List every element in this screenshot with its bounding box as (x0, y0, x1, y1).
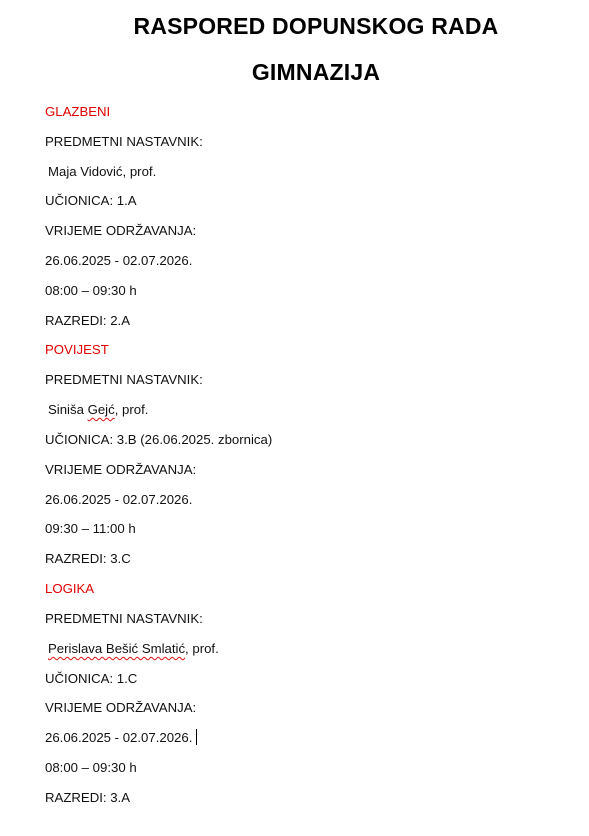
date-range: 26.06.2025 - 02.07.2026. (45, 492, 193, 507)
classroom-line: UČIONICA: 1.C (45, 671, 138, 686)
classes-line: RAZREDI: 3.C (45, 551, 131, 566)
hours-line: 09:30 – 11:00 h (45, 521, 136, 536)
time-label: VRIJEME ODRŽAVANJA: (45, 700, 197, 715)
classes-line: RAZREDI: 2.A (45, 313, 131, 328)
teacher-name: Perislava Bešić Smlatić, prof. (48, 641, 219, 656)
teacher-label: PREDMETNI NASTAVNIK: (45, 372, 203, 387)
classes-line: RAZREDI: 3.A (45, 790, 131, 805)
spellcheck-flagged-word[interactable]: Perislava Bešić Smlatić (48, 641, 186, 656)
document-title: RASPORED DOPUNSKOG RADA (133, 13, 499, 39)
teacher-name: Maja Vidović, prof. (48, 164, 157, 179)
teacher-name: Siniša Gejć, prof. (48, 402, 149, 417)
spellcheck-flagged-word[interactable]: Gejć (87, 402, 115, 417)
hours-line: 08:00 – 09:30 h (45, 283, 137, 298)
classroom-line: UČIONICA: 3.B (26.06.2025. zbornica) (45, 432, 273, 447)
teacher-label: PREDMETNI NASTAVNIK: (45, 134, 203, 149)
document-subtitle: GIMNAZIJA (251, 59, 381, 85)
text-cursor (196, 729, 197, 745)
time-label: VRIJEME ODRŽAVANJA: (45, 462, 197, 477)
hours-line: 08:00 – 09:30 h (45, 760, 137, 775)
classroom-line: UČIONICA: 1.A (45, 193, 137, 208)
subject-heading-glazbeni: GLAZBENI (45, 104, 111, 119)
teacher-label: PREDMETNI NASTAVNIK: (45, 611, 203, 626)
date-range: 26.06.2025 - 02.07.2026. (45, 253, 193, 268)
time-label: VRIJEME ODRŽAVANJA: (45, 223, 197, 238)
date-range: 26.06.2025 - 02.07.2026. (45, 729, 197, 747)
subject-heading-povijest: POVIJEST (45, 342, 109, 357)
subject-heading-logika: LOGIKA (45, 581, 95, 596)
